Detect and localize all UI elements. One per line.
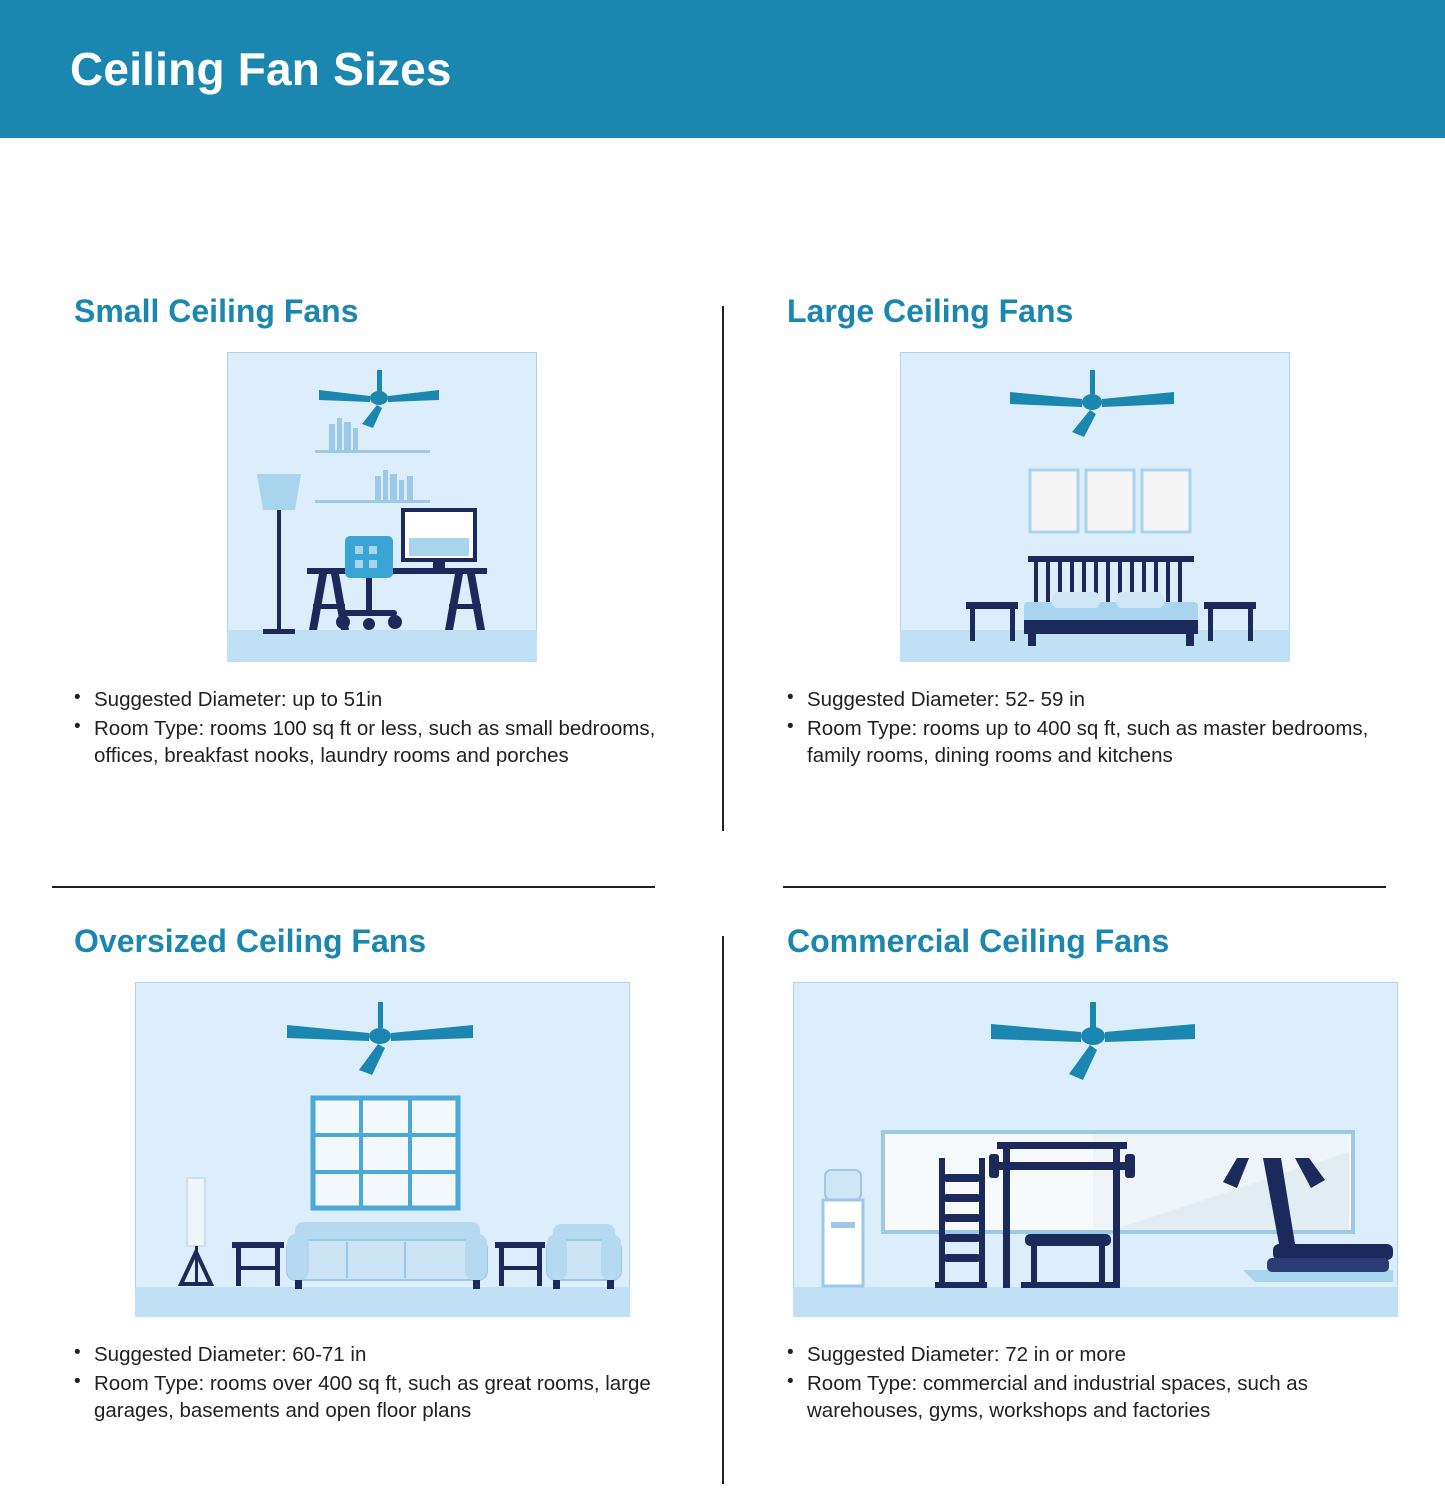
bullet-list-large	[765, 686, 1425, 769]
large-room-bedroom-illustration	[900, 352, 1290, 662]
bullet-item: • Suggested Diameter: 72 in or more	[807, 1341, 1415, 1368]
bullet-list-small	[52, 686, 712, 769]
bullet-item: • Suggested Diameter: up to 51in	[94, 686, 702, 713]
oversized-room-living-room-illustration	[135, 982, 630, 1317]
bullet-item: • Room Type: rooms up to 400 sq ft, such as master bedrooms, family rooms, dining rooms and kitchens	[807, 715, 1415, 769]
illustration-small-wrap	[52, 352, 712, 662]
card-small	[52, 293, 712, 873]
divider-horizontal-left	[52, 886, 655, 888]
small-room-office-illustration	[227, 352, 537, 662]
illustration-oversized-wrap	[52, 982, 712, 1317]
bullet-list-commercial	[765, 1341, 1425, 1424]
divider-vertical-top	[722, 306, 724, 831]
card-large	[765, 293, 1425, 873]
card-title-oversized: Oversized Ceiling Fans	[74, 923, 427, 959]
card-title-large: Large Ceiling Fans	[787, 293, 1074, 329]
card-oversized	[52, 923, 712, 1503]
cards-grid	[0, 138, 1445, 1445]
illustration-large-wrap	[765, 352, 1425, 662]
card-title-small: Small Ceiling Fans	[74, 293, 359, 329]
page-header	[0, 0, 1445, 138]
card-commercial	[765, 923, 1425, 1503]
bullet-item: • Room Type: rooms 100 sq ft or less, such as small bedrooms, offices, breakfast nooks, laundry rooms and porches	[94, 715, 702, 769]
divider-horizontal-right	[783, 886, 1386, 888]
bullet-item: • Room Type: commercial and industrial spaces, such as warehouses, gyms, workshops and factories	[807, 1370, 1415, 1424]
bullet-item: • Suggested Diameter: 52- 59 in	[807, 686, 1415, 713]
page-title: Ceiling Fan Sizes	[70, 43, 452, 95]
bullet-item: • Suggested Diameter: 60-71 in	[94, 1341, 702, 1368]
card-title-commercial: Commercial Ceiling Fans	[787, 923, 1170, 959]
bullet-list-oversized	[52, 1341, 712, 1424]
illustration-commercial-wrap	[765, 982, 1425, 1317]
bullet-item: • Room Type: rooms over 400 sq ft, such as great rooms, large garages, basements and open floor plans	[94, 1370, 702, 1424]
divider-vertical-bottom	[722, 936, 724, 1484]
commercial-room-gym-illustration	[793, 982, 1398, 1317]
